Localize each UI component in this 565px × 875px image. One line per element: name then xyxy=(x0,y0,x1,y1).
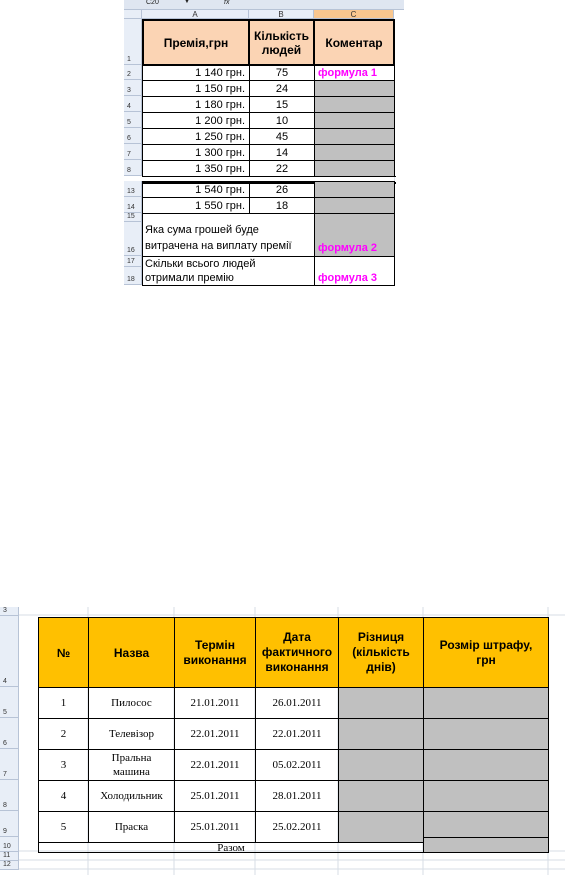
header-actual-date: Дата фактичного виконання xyxy=(255,617,339,688)
row-number[interactable]: 6 xyxy=(0,718,19,749)
difference-cell[interactable] xyxy=(338,811,424,843)
row-number[interactable]: 5 xyxy=(0,687,19,718)
question-total-people[interactable] xyxy=(142,256,315,286)
product-name-cell[interactable]: Пральна машина xyxy=(88,749,175,781)
header-premium: Премія,грн xyxy=(142,19,250,66)
row-number-cell[interactable]: 4 xyxy=(38,780,89,812)
premium-cell[interactable]: 1 250 грн. xyxy=(142,128,250,145)
people-cell[interactable]: 22 xyxy=(249,160,315,177)
premium-cell[interactable]: 1 200 грн. xyxy=(142,112,250,129)
premium-cell[interactable]: 1 150 грн. xyxy=(142,80,250,97)
people-cell[interactable]: 14 xyxy=(249,144,315,161)
top-spreadsheet xyxy=(124,0,404,290)
header-difference-days: Різниця (кількість днів) xyxy=(338,617,424,688)
row-number[interactable]: 8 xyxy=(124,160,142,176)
people-cell[interactable]: 24 xyxy=(249,80,315,97)
comment-cell[interactable] xyxy=(314,181,395,198)
difference-cell[interactable] xyxy=(338,718,424,750)
row-number-cell[interactable]: 2 xyxy=(38,718,89,750)
row-number[interactable]: 3 xyxy=(124,80,142,96)
fx-icon[interactable]: fx xyxy=(224,0,230,6)
actual-date-cell[interactable]: 22.01.2011 xyxy=(255,718,339,750)
comment-cell[interactable] xyxy=(314,96,395,113)
row-number[interactable]: 12 xyxy=(0,861,19,870)
row-number[interactable]: 17 xyxy=(124,256,142,267)
header-due-date: Термін виконання xyxy=(174,617,256,688)
col-header-b[interactable]: B xyxy=(249,10,314,19)
formula-2-cell[interactable]: формула 2 xyxy=(314,213,395,257)
premium-cell[interactable]: 1 350 грн. xyxy=(142,160,250,177)
row-number[interactable]: 1 xyxy=(124,19,142,65)
row-number[interactable]: 18 xyxy=(124,267,142,285)
product-name-cell[interactable]: Праска xyxy=(88,811,175,843)
row-number-cell[interactable]: 5 xyxy=(38,811,89,843)
comment-cell[interactable] xyxy=(314,80,395,97)
premium-cell[interactable]: 1 540 грн. xyxy=(142,181,250,198)
header-fine-amount: Розмір штрафу, грн xyxy=(423,617,549,688)
header-comment: Коментар xyxy=(313,19,395,66)
difference-cell[interactable] xyxy=(338,780,424,812)
due-date-cell[interactable]: 21.01.2011 xyxy=(174,687,256,719)
row-number[interactable]: 7 xyxy=(0,749,19,780)
row-number[interactable]: 2 xyxy=(124,65,142,80)
due-date-cell[interactable]: 22.01.2011 xyxy=(174,718,256,750)
due-date-cell[interactable]: 25.01.2011 xyxy=(174,811,256,843)
fine-cell[interactable] xyxy=(423,687,549,719)
total-fine-cell[interactable] xyxy=(423,837,549,853)
header-people-count: Кількість людей xyxy=(248,19,315,66)
formula-1-cell[interactable]: формула 1 xyxy=(314,65,395,81)
difference-cell[interactable] xyxy=(338,749,424,781)
row-number[interactable]: 15 xyxy=(124,213,142,222)
total-label-cell[interactable]: Разом xyxy=(38,842,424,853)
question-total-people-line1: Скільки всього людей xyxy=(145,258,256,270)
comment-cell[interactable] xyxy=(314,128,395,145)
premium-cell[interactable]: 1 140 грн. xyxy=(142,65,250,81)
comment-cell[interactable] xyxy=(314,160,395,177)
formula-bar xyxy=(124,0,404,10)
premium-cell[interactable]: 1 550 грн. xyxy=(142,197,250,214)
actual-date-cell[interactable]: 25.02.2011 xyxy=(255,811,339,843)
product-name-cell[interactable]: Пилосос xyxy=(88,687,175,719)
product-name-cell[interactable]: Холодильник xyxy=(88,780,175,812)
row-number[interactable]: 8 xyxy=(0,780,19,811)
row-number[interactable]: 6 xyxy=(124,128,142,144)
row-number[interactable]: 4 xyxy=(124,96,142,112)
due-date-cell[interactable]: 22.01.2011 xyxy=(174,749,256,781)
premium-cell[interactable]: 1 300 грн. xyxy=(142,144,250,161)
question-total-people-line2: отримали премію xyxy=(145,272,234,284)
header-name: Назва xyxy=(88,617,175,688)
people-cell[interactable]: 15 xyxy=(249,96,315,113)
row-number[interactable]: 4 xyxy=(0,616,19,687)
people-cell[interactable]: 10 xyxy=(249,112,315,129)
difference-cell[interactable] xyxy=(338,687,424,719)
row-number-cell[interactable]: 3 xyxy=(38,749,89,781)
row-number[interactable]: 10 xyxy=(0,837,19,852)
row-number[interactable]: 16 xyxy=(124,222,142,256)
grid-filler xyxy=(394,19,405,285)
row-number[interactable]: 5 xyxy=(124,112,142,128)
people-cell[interactable]: 75 xyxy=(249,65,315,81)
people-cell[interactable]: 26 xyxy=(249,181,315,198)
header-number: № xyxy=(38,617,89,688)
people-cell[interactable]: 45 xyxy=(249,128,315,145)
bottom-spreadsheet xyxy=(0,607,565,875)
comment-cell[interactable] xyxy=(314,112,395,129)
question-total-sum-line2: витрачена на виплату премії xyxy=(145,240,292,252)
people-cell[interactable]: 18 xyxy=(249,197,315,214)
row-number[interactable]: 14 xyxy=(124,197,142,213)
row-number[interactable]: 9 xyxy=(0,811,19,837)
name-box-dropdown-icon[interactable]: ▼ xyxy=(184,0,190,5)
premium-cell[interactable]: 1 180 грн. xyxy=(142,96,250,113)
corner-select-all[interactable] xyxy=(124,10,142,19)
row-number[interactable]: 3 xyxy=(0,607,19,616)
col-header-a[interactable]: A xyxy=(142,10,249,19)
row-number[interactable]: 7 xyxy=(124,144,142,160)
question-total-sum[interactable] xyxy=(142,213,315,257)
product-name-cell[interactable]: Телевізор xyxy=(88,718,175,750)
actual-date-cell[interactable]: 28.01.2011 xyxy=(255,780,339,812)
actual-date-cell[interactable]: 26.01.2011 xyxy=(255,687,339,719)
row-number-cell[interactable]: 1 xyxy=(38,687,89,719)
comment-cell[interactable] xyxy=(314,197,395,214)
row-number[interactable]: 13 xyxy=(124,181,142,197)
fine-cell[interactable] xyxy=(423,780,549,812)
formula-3-cell[interactable]: формула 3 xyxy=(314,256,395,286)
fine-cell[interactable] xyxy=(423,749,549,781)
actual-date-cell[interactable]: 05.02.2011 xyxy=(255,749,339,781)
col-header-c[interactable]: C xyxy=(314,10,394,19)
due-date-cell[interactable]: 25.01.2011 xyxy=(174,780,256,812)
name-box[interactable]: C20 xyxy=(146,0,159,6)
row-number[interactable]: 11 xyxy=(0,852,19,861)
fine-cell[interactable] xyxy=(423,718,549,750)
question-total-sum-line1: Яка сума грошей буде xyxy=(145,224,259,236)
comment-cell[interactable] xyxy=(314,144,395,161)
